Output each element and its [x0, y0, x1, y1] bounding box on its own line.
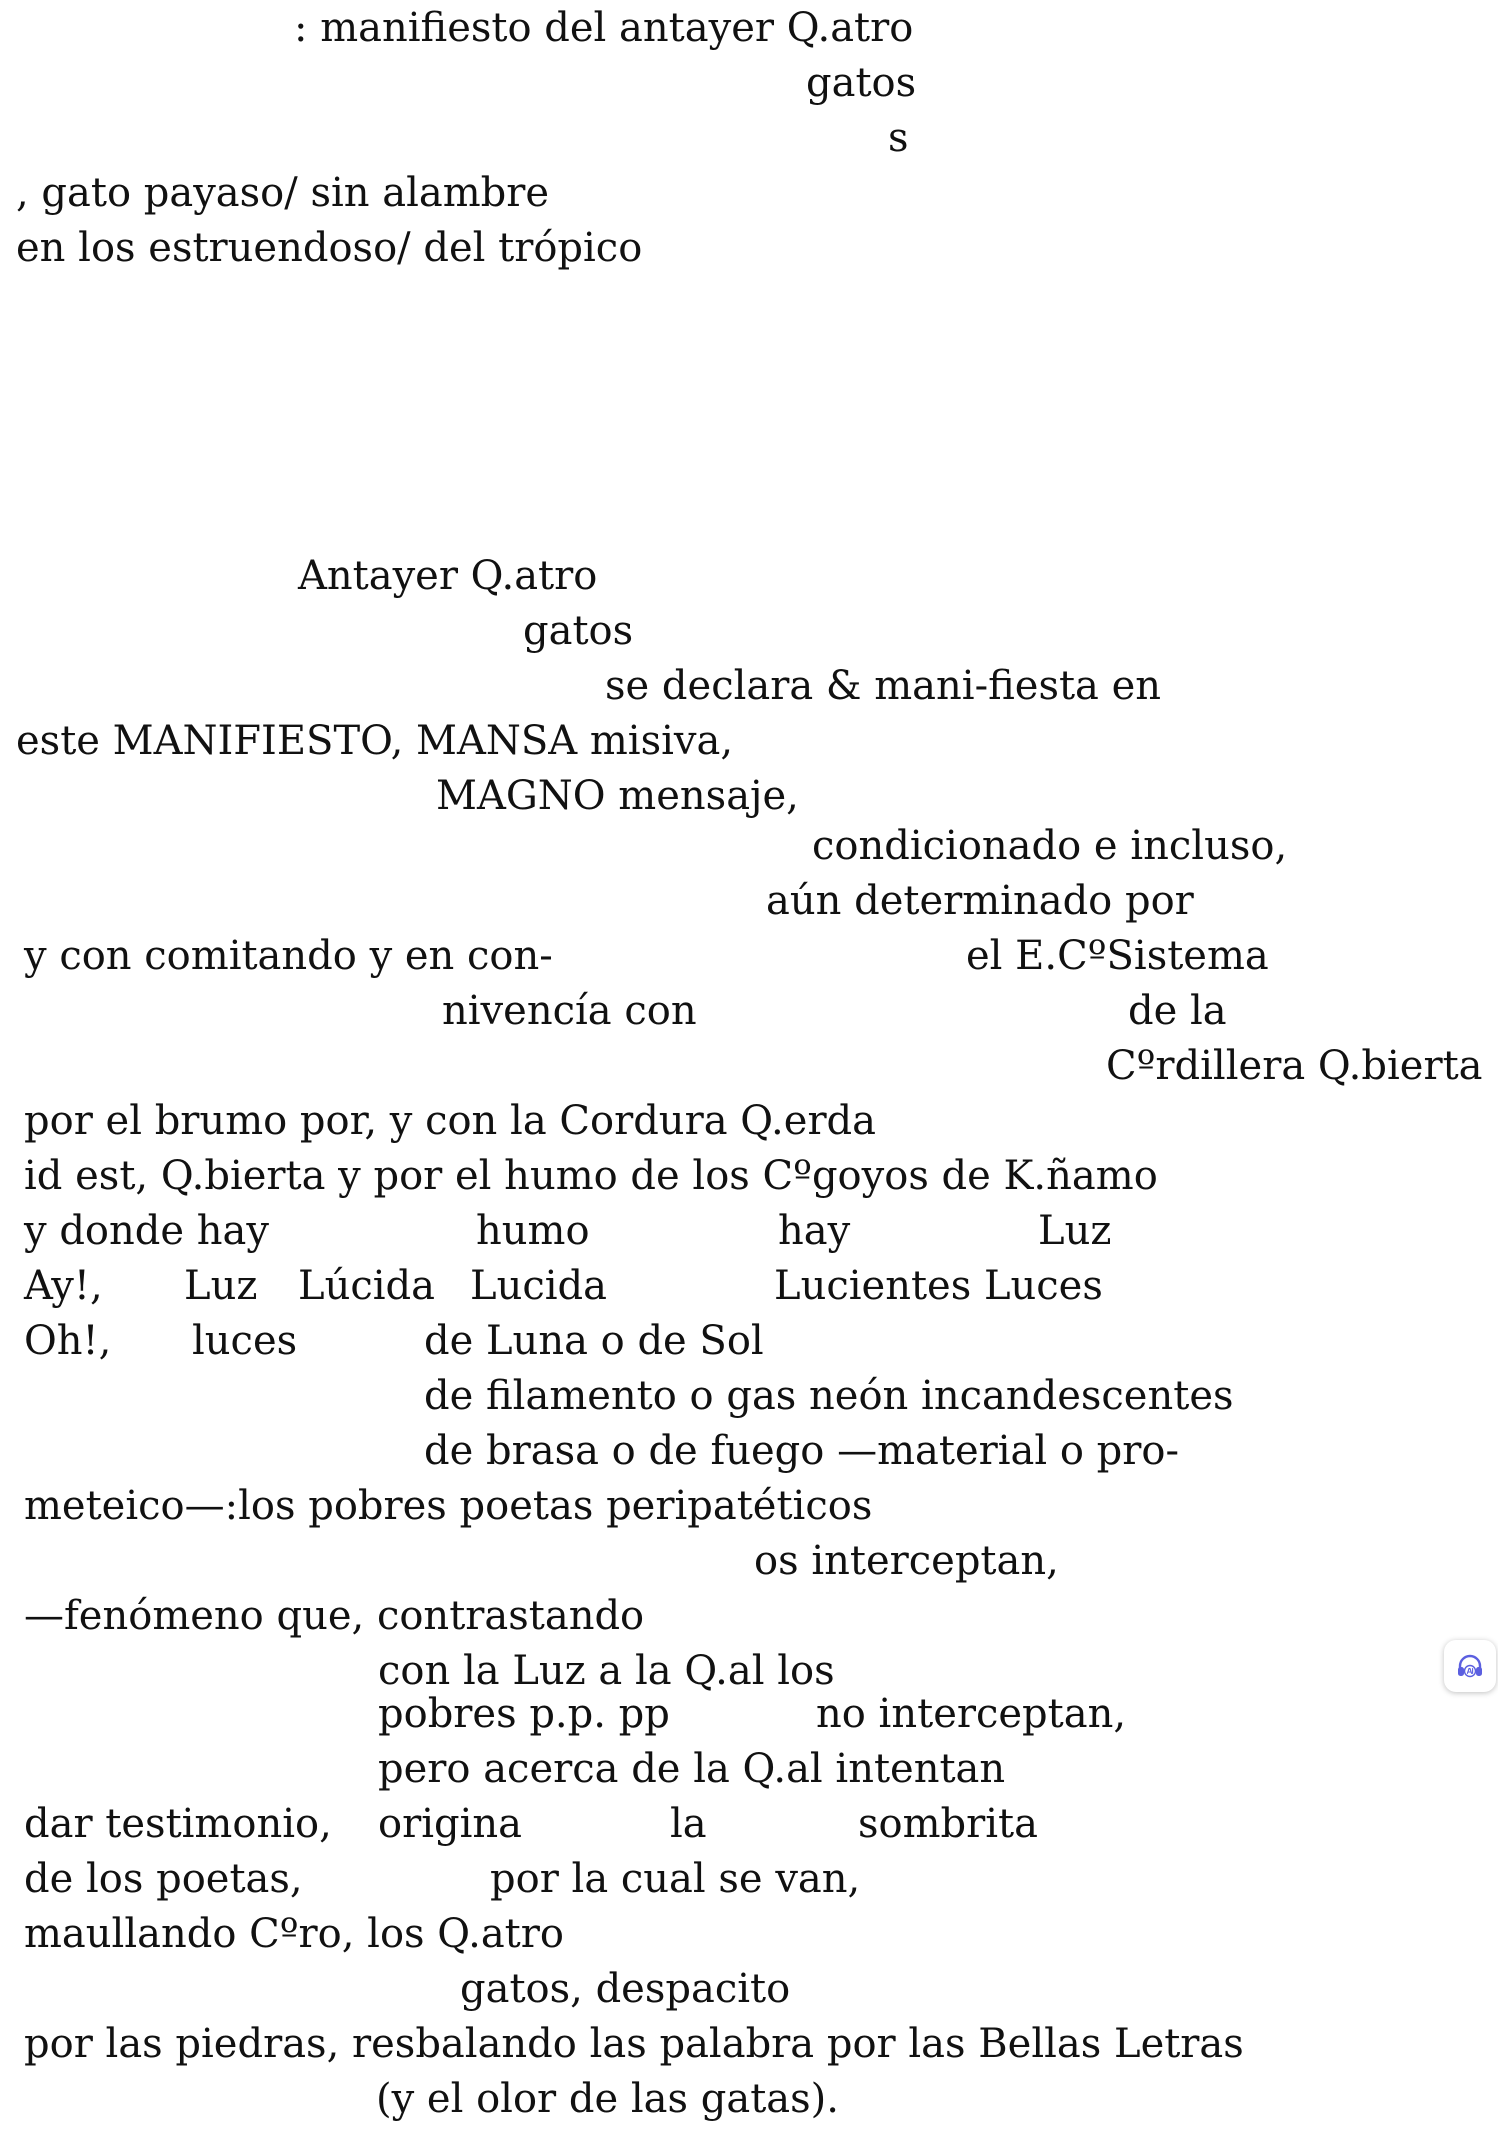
poem-line: Lucientes Luces	[774, 1263, 1103, 1309]
poem-line: origina	[378, 1801, 523, 1847]
poem-line: meteico—:los pobres poetas peripatéticos	[24, 1483, 873, 1529]
poem-line: : manifiesto del antayer Q.atro	[294, 5, 914, 51]
poem-line: no interceptan,	[816, 1691, 1127, 1737]
poem-line: por la cual se van,	[490, 1856, 861, 1902]
poem-line: Oh!,	[24, 1318, 112, 1364]
poem-line: sombrita	[858, 1801, 1038, 1847]
poem-line: humo	[476, 1208, 590, 1254]
poem-line: con la Luz a la Q.al los	[378, 1648, 835, 1694]
poem-line: por las piedras, resbalando las palabra por las Bellas Letras	[24, 2021, 1244, 2067]
poem-line: —fenómeno que, contrastando	[24, 1593, 645, 1639]
poem-line: por el brumo por, y con la Cordura Q.erda	[24, 1098, 877, 1144]
poem-line: Cºrdillera Q.bierta	[1106, 1043, 1483, 1089]
poem-line: os interceptan,	[754, 1538, 1059, 1584]
poem-line: condicionado e incluso,	[812, 823, 1288, 869]
poem-line: hay	[778, 1208, 851, 1254]
poem-line: dar testimonio,	[24, 1801, 332, 1847]
poem-line: Lucida	[470, 1263, 607, 1309]
poem-line: id est, Q.bierta y por el humo de los Cºgoyos de K.ñamo	[24, 1153, 1158, 1199]
poem-line: , gato payaso/ sin alambre	[16, 170, 550, 216]
poem-line: gatos, despacito	[460, 1966, 791, 2012]
poem-line: de Luna o de Sol	[424, 1318, 764, 1364]
poem-line: el E.CºSistema	[966, 933, 1269, 979]
poem-line: en los estruendoso/ del trópico	[16, 225, 643, 271]
poem-line: gatos	[806, 60, 917, 106]
poem-line: Ay!,	[24, 1263, 103, 1309]
poem-line: Luz	[1038, 1208, 1112, 1254]
poem-line: MAGNO mensaje,	[436, 773, 799, 819]
poem-line: pobres p.p. pp	[378, 1691, 670, 1737]
poem-line: de la	[1128, 988, 1227, 1034]
poem-line: (y el olor de las gatas).	[376, 2076, 839, 2122]
poem-line: s	[888, 115, 909, 161]
poem-line: y donde hay	[24, 1208, 269, 1254]
poem-line: luces	[192, 1318, 298, 1364]
poem-line: Lúcida	[298, 1263, 435, 1309]
poem-line: y con comitando y en con-	[24, 933, 553, 979]
ai-audio-button[interactable]	[1444, 1640, 1496, 1692]
poem-line: de los poetas,	[24, 1856, 303, 1902]
poem-line: de brasa o de fuego —material o pro-	[424, 1428, 1179, 1474]
poem-line: gatos	[523, 608, 634, 654]
poem-line: pero acerca de la Q.al intentan	[378, 1746, 1006, 1792]
poem-line: este MANIFIESTO, MANSA misiva,	[16, 718, 734, 764]
poem-line: nivencía con	[442, 988, 697, 1034]
poem-line: aún determinado por	[766, 878, 1194, 924]
poem-line: Antayer Q.atro	[298, 553, 598, 599]
poem-line: se declara & mani-fiesta en	[605, 663, 1162, 709]
ai-audio-icon	[1455, 1651, 1485, 1681]
poem-line: la	[670, 1801, 707, 1847]
poem-line: maullando Cºro, los Q.atro	[24, 1911, 564, 1957]
poem-line: Luz	[184, 1263, 258, 1309]
poem-line: de filamento o gas neón incandescentes	[424, 1373, 1234, 1419]
